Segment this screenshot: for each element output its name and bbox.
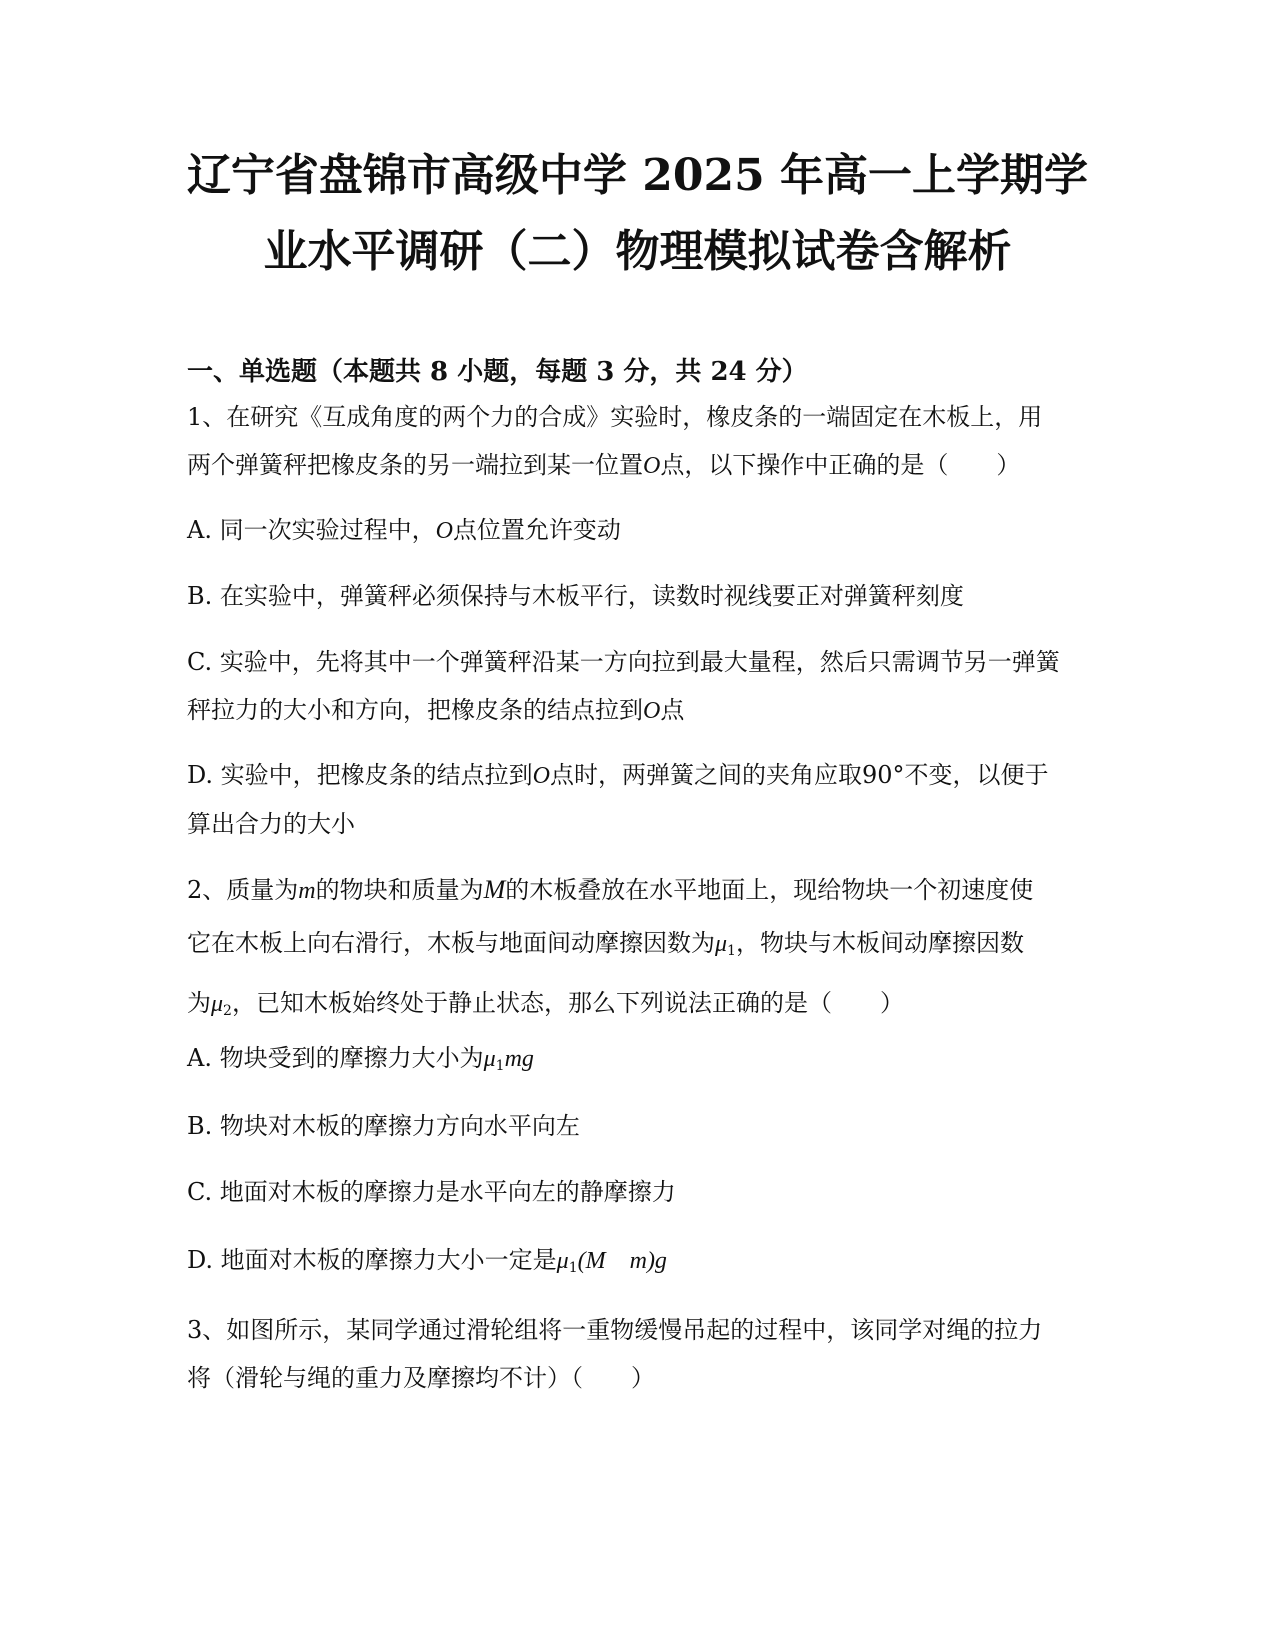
document-title [120,138,1155,290]
q2-option-c: C. 地面对木板的摩擦力是水平向左的静摩擦力 [187,1178,676,1206]
question-3-stem: 3、如图所示，某同学通过滑轮组将一重物缓慢吊起的过程中，该同学对绳的拉力 将（滑轮与绳的重力及摩擦均不计）（ ） [187,1316,1043,1392]
q2-option-a: A. 物块受到的摩擦力大小为$\mu_1mg$ [187,1044,534,1074]
title-line-1: 辽宁省盘锦市高级中学 2025 年高一上学期学 [186,150,1089,201]
angle-value: 90° [862,761,905,789]
q1-line-2: 两个弹簧秤把橡皮条的另一端拉到某一位置O点，以下操作中正确的是（ ） [187,451,1021,479]
question-2-stem: 2、质量为m的物块和质量为M的木板叠放在水平地面上，现给物块一个初速度使 它在木板上向右滑行，木板与地面间动摩擦因数为$\mu_1$，物块与木板间动摩擦因数 为$\mu_2$，已知木板始终处于静止状态，那么下列说法正确的是（ ） [187,875,1034,1019]
q1-option-a: A. 同一次实验过程中，O点位置允许变动 [187,516,621,544]
q2-option-b: B. 物块对木板的摩擦力方向水平向左 [187,1112,580,1140]
title-line-2: 业水平调研（二）物理模拟试卷含解析 [263,226,1012,277]
q1-line-1: 1、在研究《互成角度的两个力的合成》实验时，橡皮条的一端固定在木板上，用 [187,403,1043,431]
q1-option-b: B. 在实验中，弹簧秤必须保持与木板平行，读数时视线要正对弹簧秤刻度 [187,582,964,610]
q2-option-d: D. 地面对木板的摩擦力大小一定是$\mu_1(M$ m)g [187,1246,667,1276]
section-heading: 一、单选题（本题共 8 小题，每题 3 分，共 24 分） [187,357,808,387]
question-1-stem [187,393,1087,490]
q1-option-d: D. 实验中，把橡皮条的结点拉到O点时，两弹簧之间的夹角应取90°不变，以便于 算出合力的大小 [187,761,1049,838]
q1-option-c: C. 实验中，先将其中一个弹簧秤沿某一方向拉到最大量程，然后只需调节另一弹簧 秤拉力的大小和方向，把橡皮条的结点拉到O点 [187,648,1060,724]
